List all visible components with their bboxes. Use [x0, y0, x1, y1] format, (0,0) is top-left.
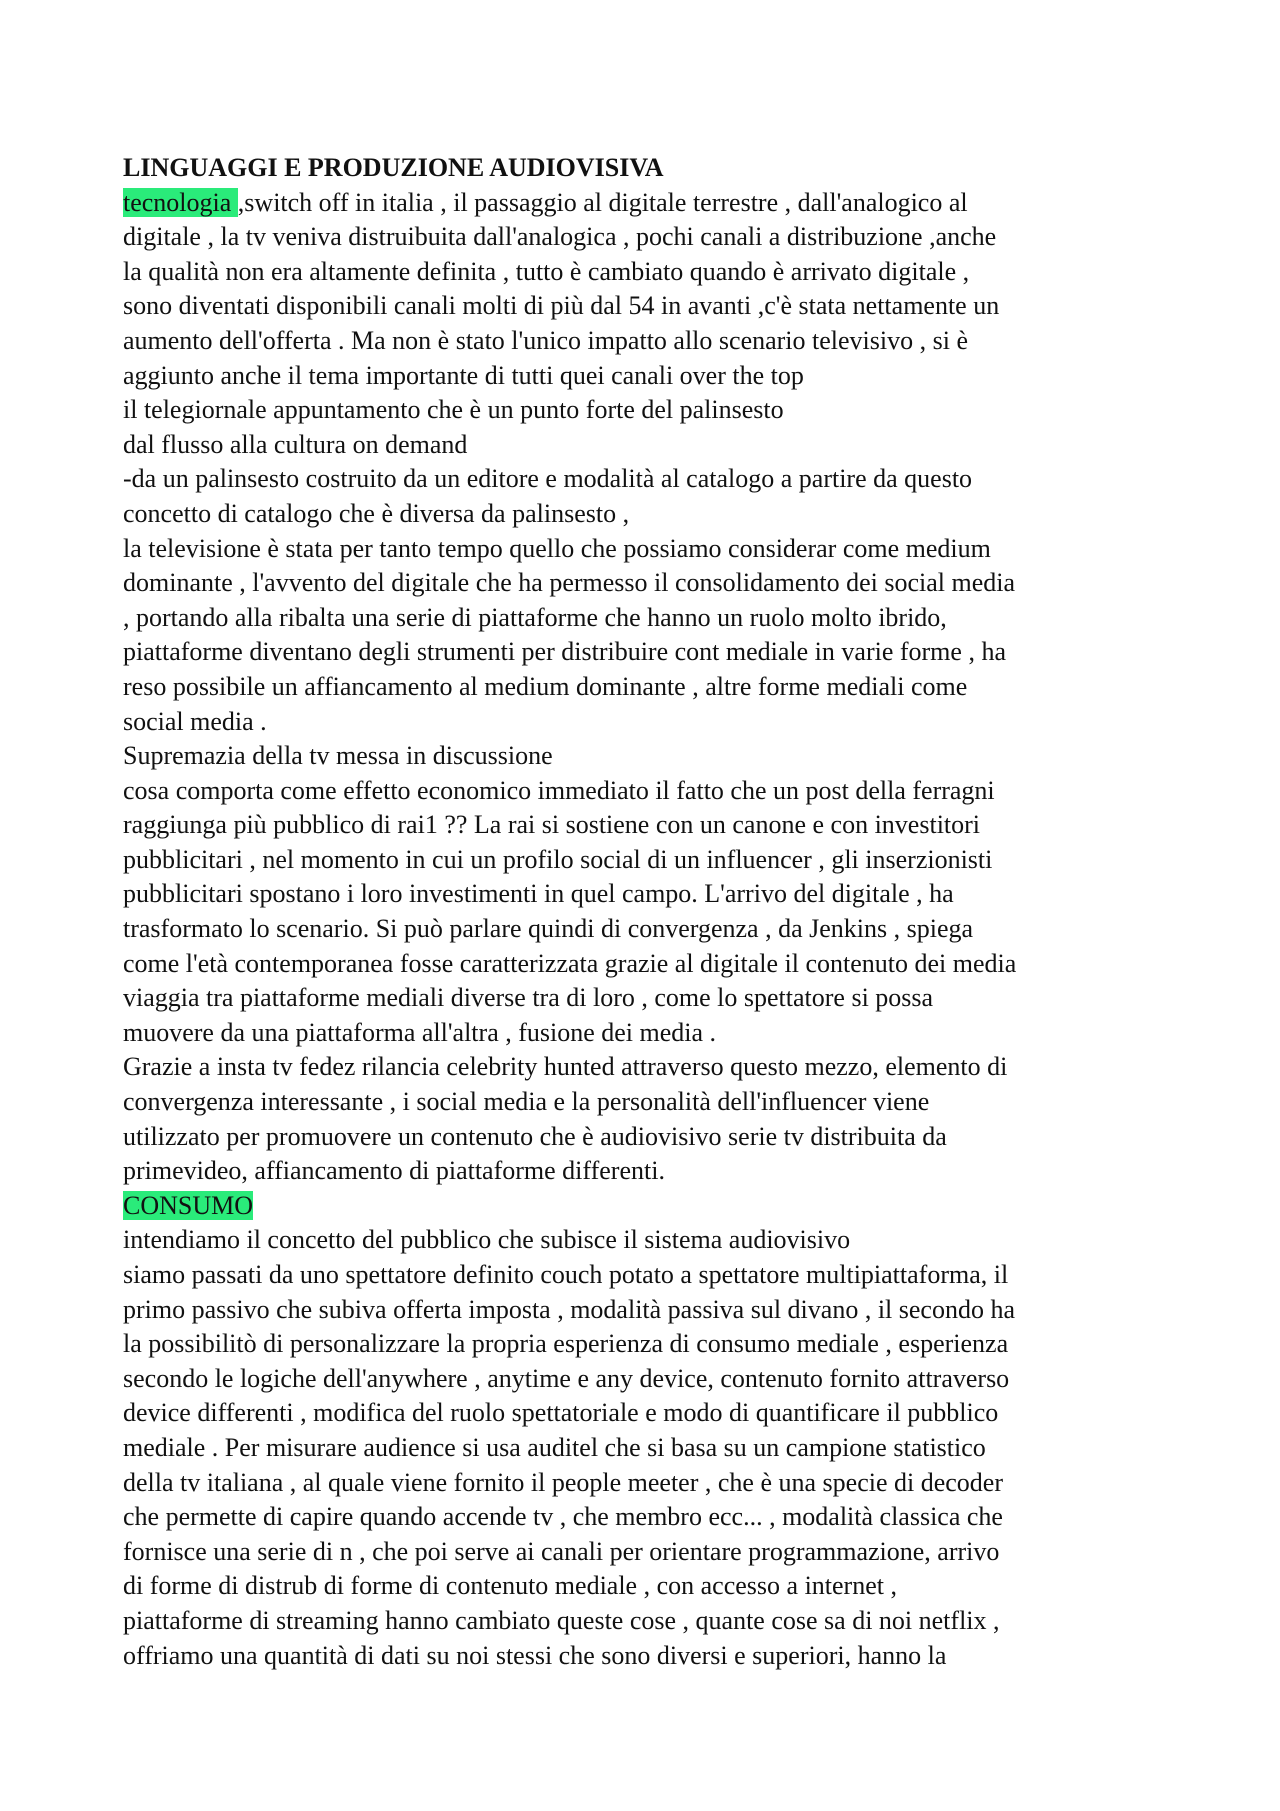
text-line: convergenza interessante , i social media e la personalità dell'influencer viene: [123, 1087, 930, 1117]
text-line: digitale , la tv veniva distruibuita dall'analogica , pochi canali a distribuzione ,anche: [123, 222, 997, 252]
text-line: primo passivo che subiva offerta imposta , modalità passiva sul divano , il secondo ha: [123, 1294, 1016, 1324]
text-line: device differenti , modifica del ruolo spettatoriale e modo di quantificare il pubblico: [123, 1398, 999, 1428]
text-line: di forme di distrub di forme di contenuto mediale , con accesso a internet ,: [123, 1571, 897, 1601]
text-line: aumento dell'offerta . Ma non è stato l'unico impatto allo scenario televisivo , si è: [123, 325, 968, 355]
text-line-rest: ,switch off in italia , il passaggio al digitale terrestre , dall'analogico al: [237, 187, 968, 217]
text-line: reso possibile un affiancamento al medium dominante , altre forme mediali come: [123, 671, 968, 701]
text-line: aggiunto anche il tema importante di tutti quei canali over the top: [123, 360, 804, 390]
text-line: intendiamo il concetto del pubblico che subisce il sistema audiovisivo: [123, 1225, 851, 1255]
text-line: [123, 1189, 1183, 1224]
document-page: [123, 151, 1183, 1673]
text-line: la televisione è stata per tanto tempo quello che possiamo considerar come medium: [123, 533, 991, 563]
text-line: utilizzato per promuovere un contenuto che è audiovisivo serie tv distribuita da: [123, 1121, 947, 1151]
text-line: muovere da una piattaforma all'altra , fusione dei media .: [123, 1017, 717, 1047]
text-line: dal flusso alla cultura on demand: [123, 429, 468, 459]
text-line: primevideo, affiancamento di piattaforme differenti.: [123, 1156, 665, 1186]
text-line: dominante , l'avvento del digitale che ha permesso il consolidamento dei social media: [123, 568, 1016, 598]
text-line: che permette di capire quando accende tv , che membro ecc... , modalità classica che: [123, 1502, 1003, 1532]
text-line: la qualità non era altamente definita , tutto è cambiato quando è arrivato digitale ,: [123, 256, 970, 286]
text-line: raggiunga più pubblico di rai1 ?? La rai si sostiene con un canone e con investitori: [123, 810, 981, 840]
text-line: viaggia tra piattaforme mediali diverse tra di loro , come lo spettatore si possa: [123, 983, 934, 1013]
text-line: Supremazia della tv messa in discussione: [123, 741, 553, 771]
text-line: sono diventati disponibili canali molti di più dal 54 in avanti ,c'è stata nettamente un: [123, 291, 1000, 321]
text-line: fornisce una serie di n , che poi serve ai canali per orientare programmazione, arrivo: [123, 1536, 1000, 1566]
text-block-tecnologia: [123, 220, 1183, 1189]
text-line: concetto di catalogo che è diversa da palinsesto ,: [123, 498, 630, 528]
text-line: Grazie a insta tv fedez rilancia celebrity hunted attraverso questo mezzo, elemento di: [123, 1052, 1008, 1082]
text-line: -da un palinsesto costruito da un editore e modalità al catalogo a partire da questo: [123, 464, 973, 494]
highlight-consumo: CONSUMO: [123, 1190, 254, 1220]
text-line: secondo le logiche dell'anywhere , anytime e any device, contenuto fornito attraverso: [123, 1363, 1010, 1393]
text-line: pubblicitari spostano i loro investimenti in quel campo. L'arrivo del digitale , ha: [123, 879, 954, 909]
document-title: LINGUAGGI E PRODUZIONE AUDIOVISIVA: [123, 153, 664, 182]
text-line: trasformato lo scenario. Si può parlare quindi di convergenza , da Jenkins , spiega: [123, 914, 974, 944]
highlight-tecnologia: tecnologia: [123, 187, 238, 217]
text-line: [123, 186, 1183, 221]
text-line: siamo passati da uno spettatore definito couch potato a spettatore multipiattaforma, il: [123, 1260, 1009, 1289]
text-line: il telegiornale appuntamento che è un punto forte del palinsesto: [123, 395, 784, 425]
text-line: social media .: [123, 706, 267, 736]
text-line: pubblicitari , nel momento in cui un profilo social di un influencer , gli inserzionisti: [123, 844, 993, 874]
text-line: la possibilitò di personalizzare la propria esperienza di consumo mediale , esperienza: [123, 1329, 1009, 1359]
text-line: , portando alla ribalta una serie di piattaforme che hanno un ruolo molto ibrido,: [123, 602, 947, 632]
text-line: piattaforme di streaming hanno cambiato queste cose , quante cose sa di noi netflix ,: [123, 1605, 1000, 1635]
text-line: come l'età contemporanea fosse caratterizzata grazie al digitale il contenuto dei media: [123, 948, 1017, 978]
text-line: offriamo una quantità di dati su noi stessi che sono diversi e superiori, hanno la: [123, 1640, 947, 1670]
text-block-consumo: [123, 1223, 1183, 1673]
text-line: cosa comporta come effetto economico immediato il fatto che un post della ferragni: [123, 775, 995, 805]
text-line: della tv italiana , al quale viene fornito il people meeter , che è una specie di decoder: [123, 1467, 1004, 1497]
text-line: piattaforme diventano degli strumenti per distribuire cont mediale in varie forme , ha: [123, 637, 1006, 667]
text-line: mediale . Per misurare audience si usa auditel che si basa su un campione statistico: [123, 1432, 986, 1462]
